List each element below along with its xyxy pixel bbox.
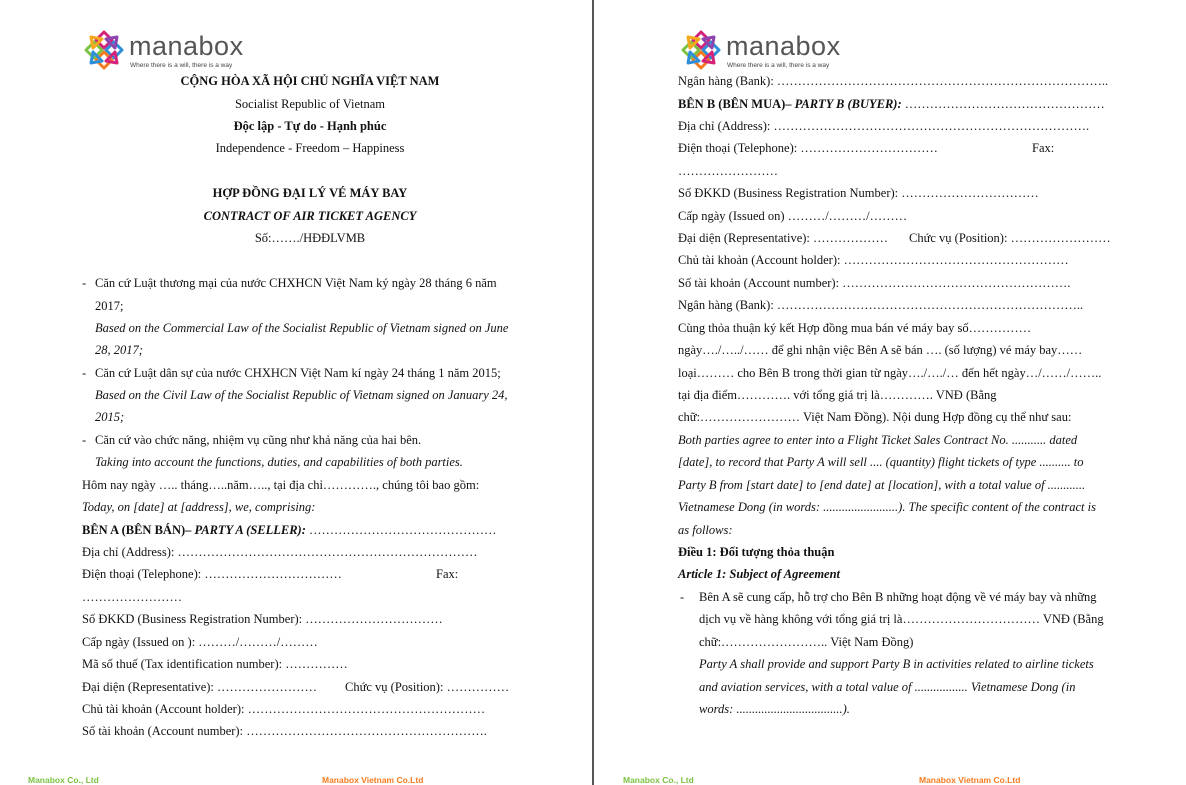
- party-b-position: Chức vụ (Position): ……………………: [909, 231, 1111, 245]
- logo-tagline: Where there is a will, there is a way: [727, 62, 830, 69]
- party-b-bank: Ngân hàng (Bank): ………………………………………………………………..: [678, 298, 1084, 312]
- agreement-vi-line-1: Cùng thỏa thuận ký kết Hợp đồng mua bán vé máy bay số……………: [678, 321, 1032, 335]
- footer-left: Manabox Co., Ltd: [28, 775, 99, 785]
- article-1-vi-line-1: Bên A sẽ cung cấp, hỗ trợ cho Bên B những hoạt động về vé máy bay và những: [699, 590, 1097, 604]
- article-1-heading-en: Article 1: Subject of Agreement: [678, 567, 841, 581]
- contract-number: Số:……./HĐĐLVMB: [254, 231, 366, 245]
- article-1-heading: Điều 1: Đối tượng thỏa thuận: [678, 545, 835, 559]
- bullet-dash: -: [680, 590, 685, 604]
- agreement-vi-line-3: loại……… cho Bên B trong thời gian từ ngày…./…./… đến hết ngày…/……/……..: [678, 366, 1102, 380]
- motto: Độc lập - Tự do - Hạnh phúc: [233, 119, 387, 133]
- party-b-rep: Đại diện (Representative): ………………: [678, 231, 889, 245]
- article-1-vi-line-2: dịch vụ về hàng không với tổng giá trị là…………………………… VNĐ (Bằng: [699, 612, 1104, 626]
- party-a-brn: Số ĐKKD (Business Registration Number): ……………………………: [82, 612, 443, 626]
- article-1-vi-line-3: chữ:…………………….. Việt Nam Đồng): [699, 635, 914, 649]
- party-b-heading: [678, 96, 1105, 112]
- party-a-phone: Điện thoại (Telephone): ……………………………: [82, 567, 342, 581]
- party-b-fax: Fax:: [1032, 141, 1055, 155]
- agreement-vi-line-4: tại địa điểm…………. với tổng giá trị là…………. VNĐ (Bằng: [678, 388, 997, 402]
- agreement-en-line-2: [date], to record that Party A will sell .... (quantity) flight tickets of type .......... to: [678, 455, 1084, 469]
- logo-tagline: Where there is a will, there is a way: [130, 62, 233, 69]
- agreement-vi-line-5: chữ:…………………… Việt Nam Đồng). Nội dung Hợp đồng cụ thể như sau:: [678, 410, 1072, 424]
- basis-1-en-cont: 28, 2017;: [95, 343, 143, 357]
- logo-wordmark: manabox: [129, 31, 244, 61]
- basis-2-en-cont: 2015;: [95, 410, 125, 424]
- article-1-en-line-2: and aviation services, with a total value of ................. Vietnamese Dong (in: [699, 680, 1076, 694]
- agreement-en-line-4: Vietnamese Dong (in words: ........................). The specific content of the contract is: [678, 500, 1096, 514]
- basis-1-en: Based on the Commercial Law of the Socialist Republic of Vietnam signed on June: [95, 321, 509, 335]
- agreement-vi-line-2: ngày…./…../…… để ghi nhận việc Bên A sẽ bán …. (số lượng) vé máy bay……: [678, 343, 1083, 357]
- party-b-account: Số tài khoản (Account number): ……………………………………………….: [678, 276, 1071, 290]
- basis-3-vi: Căn cứ vào chức năng, nhiệm vụ cũng như khả năng của hai bên.: [95, 433, 422, 447]
- basis-2-en: Based on the Civil Law of the Socialist Republic of Vietnam signed on January 24,: [95, 388, 508, 402]
- contract-title-en: CONTRACT OF AIR TICKET AGENCY: [203, 209, 417, 223]
- party-a-bank: Ngân hàng (Bank): ……………………………………………………………………..: [678, 74, 1109, 88]
- logo-wordmark: manabox: [726, 31, 841, 61]
- party-b-heading-en: PARTY B (BUYER):: [794, 97, 902, 111]
- footer-right: Manabox Vietnam Co.Ltd: [919, 775, 1021, 785]
- party-b-holder: Chủ tài khoản (Account holder): ………………………………………………: [678, 253, 1069, 267]
- party-a-fax: Fax:: [436, 567, 459, 581]
- party-a-heading-dots: ………………………………………: [305, 523, 497, 537]
- today-vi: Hôm nay ngày ….. tháng…..năm….., tại địa chỉ…………., chúng tôi bao gồm:: [82, 478, 480, 492]
- party-a-tax: Mã số thuế (Tax identification number): ……………: [82, 657, 348, 671]
- page-divider: [592, 0, 594, 785]
- agreement-en-line-3: Party B from [start date] to [end date] at [location], with a total value of ............: [678, 478, 1086, 492]
- article-1-en-line-3: words: ..................................).: [699, 702, 850, 716]
- party-a-account: Số tài khoản (Account number): ………………………………………………….: [82, 724, 487, 738]
- party-a-rep: Đại diện (Representative): ……………………: [82, 680, 318, 694]
- party-b-brn: Số ĐKKD (Business Registration Number): ……………………………: [678, 186, 1039, 200]
- basis-3-en: Taking into account the functions, duties, and capabilities of both parties.: [95, 455, 463, 469]
- bullet-dash: -: [82, 276, 87, 290]
- nation-title-en: Socialist Republic of Vietnam: [234, 97, 386, 111]
- basis-2-vi: Căn cứ Luật dân sự của nước CHXHCN Việt Nam kí ngày 24 tháng 1 năm 2015;: [95, 366, 501, 380]
- nation-title: CỘNG HÒA XÃ HỘI CHỦ NGHĨA VIỆT NAM: [180, 74, 440, 88]
- party-a-holder: Chủ tài khoản (Account holder): …………………………………………………: [82, 702, 486, 716]
- party-b-phone: Điện thoại (Telephone): ……………………………: [678, 141, 938, 155]
- footer-right: Manabox Vietnam Co.Ltd: [322, 775, 424, 785]
- article-1-en-line-1: Party A shall provide and support Party B in activities related to airline tickets: [699, 657, 1094, 671]
- basis-1-vi: Căn cứ Luật thương mại của nước CHXHCN Việt Nam ký ngày 28 tháng 6 năm: [95, 276, 497, 290]
- basis-1-vi-cont: 2017;: [95, 299, 124, 313]
- party-a-position: Chức vụ (Position): ……………: [345, 680, 510, 694]
- document-page-left: [0, 0, 592, 785]
- party-a-address: Địa chỉ (Address): ………………………………………………………………: [82, 545, 478, 559]
- party-b-issued: Cấp ngày (Issued on) ………/………/………: [678, 209, 908, 223]
- manabox-flower-icon: [82, 28, 126, 72]
- party-a-heading-en: PARTY A (SELLER):: [194, 523, 306, 537]
- motto-en: Independence - Freedom – Happiness: [215, 141, 405, 155]
- party-b-address: Địa chỉ (Address): ………………………………………………………………….: [678, 119, 1090, 133]
- today-en: Today, on [date] at [address], we, comprising:: [82, 500, 316, 514]
- bullet-dash: -: [82, 366, 87, 380]
- party-b-fax-dots: ……………………: [678, 164, 778, 178]
- agreement-en-line-1: Both parties agree to enter into a Flight Ticket Sales Contract No. ........... dated: [678, 433, 1078, 447]
- party-a-fax-dots: ……………………: [82, 590, 182, 604]
- contract-title: HỢP ĐỒNG ĐẠI LÝ VÉ MÁY BAY: [212, 186, 408, 200]
- manabox-flower-icon: [679, 28, 723, 72]
- party-a-issued: Cấp ngày (Issued on ): ………/………/………: [82, 635, 318, 649]
- party-a-heading-vi: BÊN A (BÊN BÁN)–: [82, 523, 195, 537]
- agreement-en-line-5: as follows:: [678, 523, 733, 537]
- party-a-heading: [82, 522, 497, 538]
- document-page-right: [595, 0, 1186, 785]
- footer-left: Manabox Co., Ltd: [623, 775, 694, 785]
- party-b-heading-vi: BÊN B (BÊN MUA)–: [678, 97, 795, 111]
- party-b-heading-dots: …………………………………………: [901, 97, 1105, 111]
- bullet-dash: -: [82, 433, 87, 447]
